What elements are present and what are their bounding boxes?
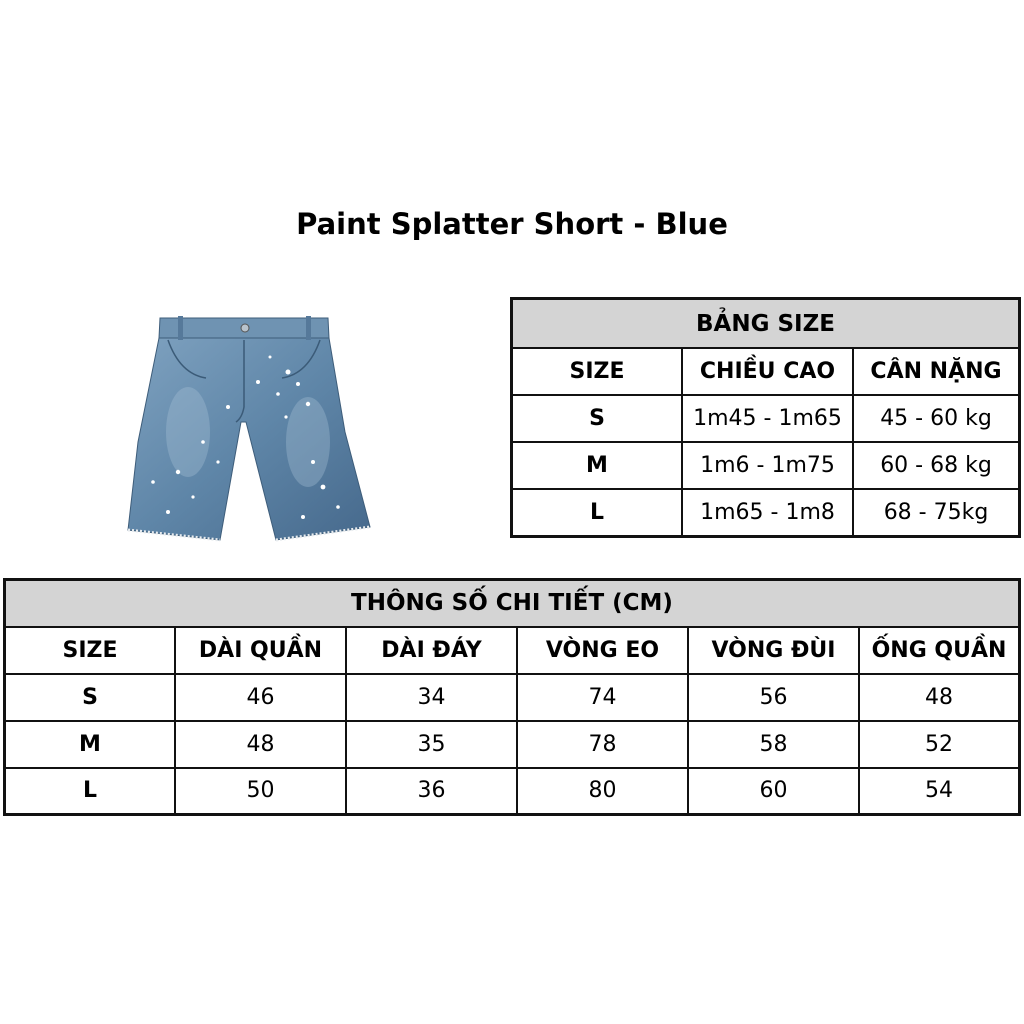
table-cell: 80 (517, 768, 688, 815)
table-row (512, 489, 1020, 536)
table-cell: 48 (175, 721, 346, 768)
column-header: VÒNG EO (517, 627, 688, 674)
table-row (5, 721, 1020, 768)
table-cell: 58 (688, 721, 859, 768)
table-cell: 1m6 - 1m75 (682, 442, 853, 489)
column-header: SIZE (5, 627, 176, 674)
table-cell: 1m45 - 1m65 (682, 395, 853, 442)
denim-shorts-image (108, 312, 383, 557)
detail-header-row (5, 627, 1020, 674)
size-label: L (512, 489, 683, 536)
detail-table-heading: THÔNG SỐ CHI TIẾT (CM) (5, 580, 1020, 627)
size-label: S (512, 395, 683, 442)
size-label: M (5, 721, 176, 768)
table-cell: 35 (346, 721, 517, 768)
size-chart-table (510, 297, 1021, 538)
table-cell: 54 (859, 768, 1020, 815)
table-cell: 36 (346, 768, 517, 815)
table-cell: 60 (688, 768, 859, 815)
table-cell: 34 (346, 674, 517, 721)
size-label: M (512, 442, 683, 489)
column-header: CHIỀU CAO (682, 348, 853, 395)
size-chart-header-row (512, 348, 1020, 395)
table-cell: 50 (175, 768, 346, 815)
table-cell: 1m65 - 1m8 (682, 489, 853, 536)
table-cell: 56 (688, 674, 859, 721)
table-cell: 68 - 75kg (853, 489, 1020, 536)
table-cell: 48 (859, 674, 1020, 721)
table-cell: 78 (517, 721, 688, 768)
size-label: S (5, 674, 176, 721)
page-title: Paint Splatter Short - Blue (296, 207, 728, 241)
table-row (5, 768, 1020, 815)
table-row (512, 442, 1020, 489)
column-header: CÂN NẶNG (853, 348, 1020, 395)
table-cell: 52 (859, 721, 1020, 768)
table-cell: 74 (517, 674, 688, 721)
size-label: L (5, 768, 176, 815)
size-chart-heading: BẢNG SIZE (512, 299, 1020, 349)
detail-measurements-table (3, 578, 1021, 816)
column-header: SIZE (512, 348, 683, 395)
table-row (512, 395, 1020, 442)
column-header: DÀI QUẦN (175, 627, 346, 674)
column-header: DÀI ĐÁY (346, 627, 517, 674)
table-row (5, 674, 1020, 721)
column-header: ỐNG QUẦN (859, 627, 1020, 674)
table-cell: 45 - 60 kg (853, 395, 1020, 442)
table-cell: 60 - 68 kg (853, 442, 1020, 489)
column-header: VÒNG ĐÙI (688, 627, 859, 674)
table-cell: 46 (175, 674, 346, 721)
